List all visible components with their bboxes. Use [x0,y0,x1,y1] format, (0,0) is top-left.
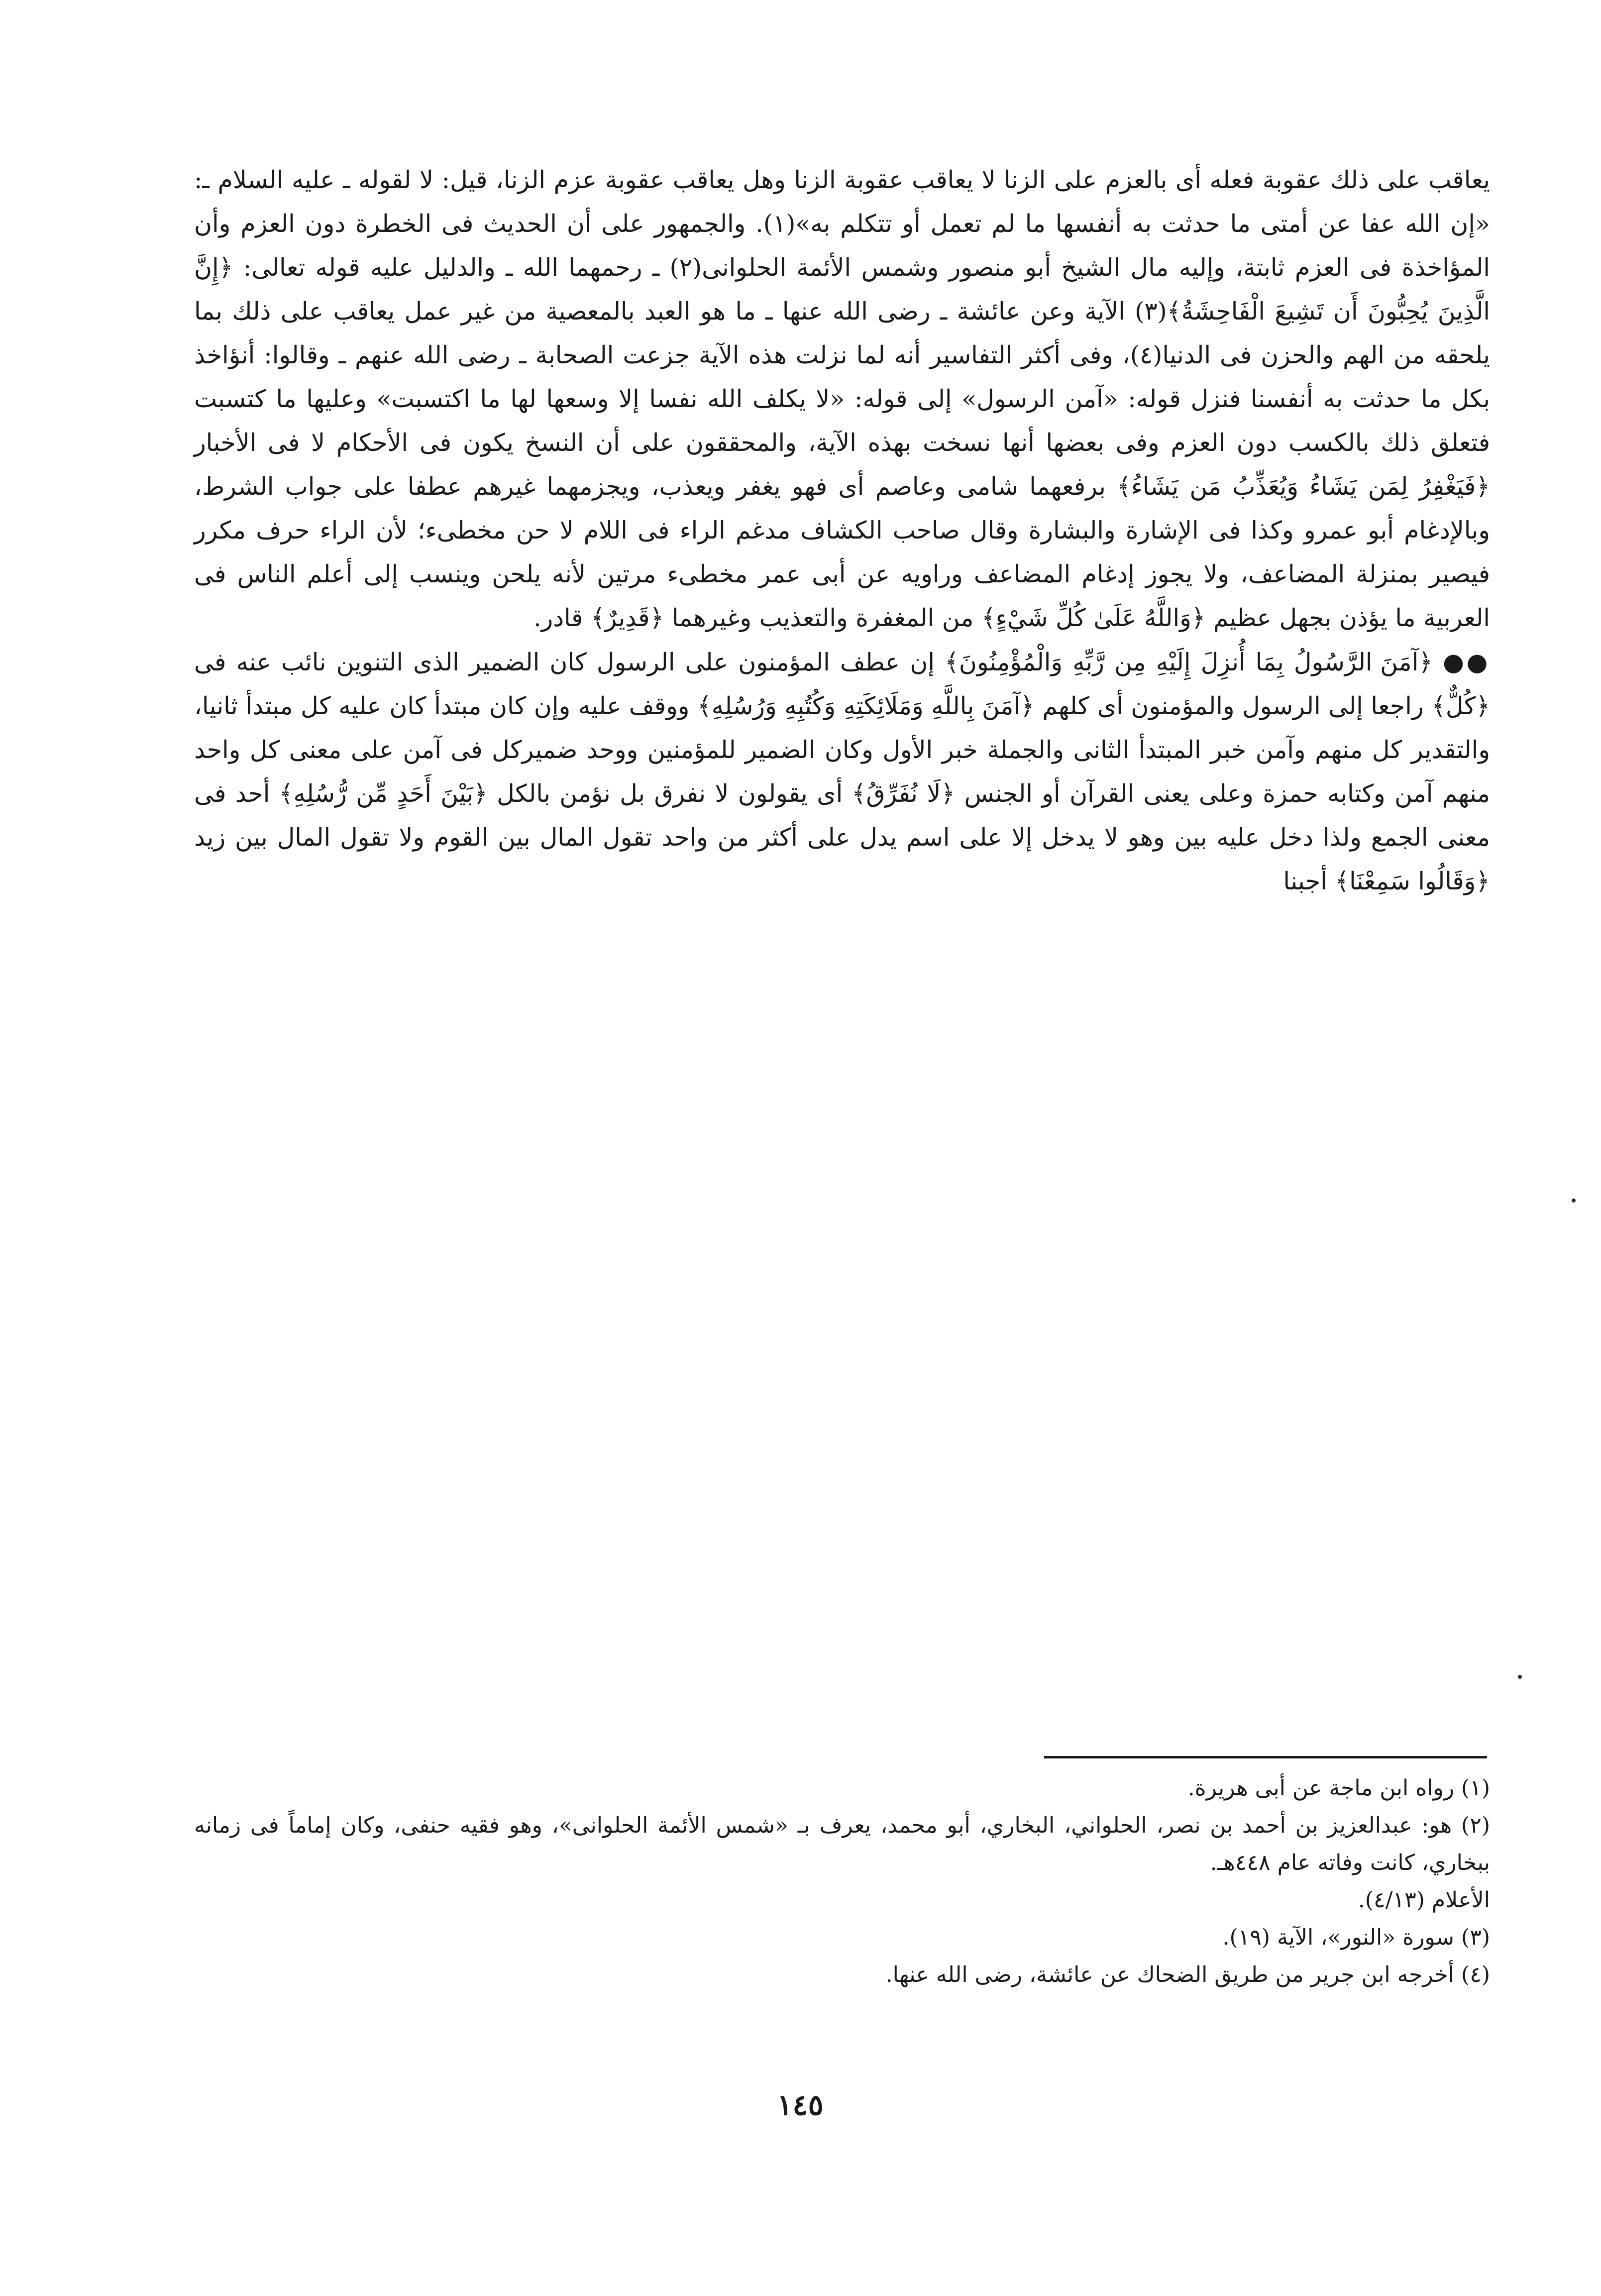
footnotes [194,1769,1490,1993]
footnote-3: (٣) سورة «النور»، الآية (١٩). [1222,1925,1490,1950]
footnote-separator [1044,1756,1487,1758]
paragraph-2-text: ﴿آمَنَ الرَّسُولُ بِمَا أُنزِلَ إِلَيْهِ مِن رَّبِّهِ وَالْمُؤْمِنُونَ﴾ إن عطف المؤمنون على الرسول كان الضمير الذى التنوين نائب عنه فى ﴿كُلٌّ﴾ راجعا إلى الرسول والمؤمنون أى كلهم ﴿آمَنَ بِاللَّهِ وَمَلَائِكَتِهِ وَكُتُبِهِ وَرُسُلِهِ﴾ ووقف عليه وإن كان مبتدأ كان عليه كل مبتدأ ثانيا، والتقدير كل منهم وآمن خبر المبتدأ الثانى والجملة خبر الأول وكان الضمير للمؤمنين ووحد ضميركل فى آمن على معنى كل واحد منهم آمن وكتابه حمزة وعلى يعنى القرآن أو الجنس ﴿لَا نُفَرِّقُ﴾ أى يقولون لا نفرق بل نؤمن بالكل ﴿بَيْنَ أَحَدٍ مِّن رُّسُلِهِ﴾ أحد فى معنى الجمع ولذا دخل عليه بين وهو لا يدخل إلا على اسم يدل على أكثر من واحد تقول المال بين القوم ولا تقول المال بين زيد ﴿وَقَالُوا سَمِعْنَا﴾ أجبنا [194,648,1490,895]
paragraph-2 [194,640,1490,903]
main-text-block [194,158,1490,903]
footnote-2: (٢) هو: عبدالعزيز بن أحمد بن نصر، الحلواني، البخاري، أبو محمد، يعرف بـ «شمس الأئمة الحلوانى»، وهو فقيه حنفى، وكان إماماً فى زمانه ببخاري، كانت وفاته عام ٤٤٨هـ. [194,1813,1490,1875]
footnote-1: (١) رواه ابن ماجة عن أبى هريرة. [1187,1775,1490,1801]
page-number: ١٤٥ [777,2088,824,2122]
margin-mark [1572,1199,1576,1203]
footnote-4: (٤) أخرجه ابن جرير من طريق الضحاك عن عائشة، رضى الله عنها. [885,1962,1490,1987]
paragraph-1: يعاقب على ذلك عقوبة فعله أى بالعزم على الزنا لا يعاقب عقوبة الزنا وهل يعاقب عقوبة عزم الزنا، قيل: لا لقوله ـ عليه السلام ـ: «إن الله عفا عن أمتى ما حدثت به أنفسها ما لم تعمل أو تتكلم به»(١). والجمهور على أن الحديث فى الخطرة دون العزم وأن المؤاخذة فى العزم ثابتة، وإليه مال الشيخ أبو منصور وشمس الأئمة الحلوانى(٢) ـ رحمهما الله ـ والدليل عليه قوله تعالى: ﴿إِنَّ الَّذِينَ يُحِبُّونَ أَن تَشِيعَ الْفَاحِشَةُ﴾(٣) الآية وعن عائشة ـ رضى الله عنها ـ ما هو العبد بالمعصية من غير عمل يعاقب على ذلك بما يلحقه من الهم والحزن فى الدنيا(٤)، وفى أكثر التفاسير أنه لما نزلت هذه الآية جزعت الصحابة ـ رضى الله عنهم ـ وقالوا: أنؤاخذ بكل ما حدثت به أنفسنا فنزل قوله: «آمن الرسول» إلى قوله: «لا يكلف الله نفسا إلا وسعها لها ما اكتسبت» وعليها ما كتسبت فتعلق ذلك بالكسب دون العزم وفى بعضها أنها نسخت بهذه الآية، والمحققون على أن النسخ يكون فى الأحكام لا فى الأخبار ﴿فَيَغْفِرُ لِمَن يَشَاءُ وَيُعَذِّبُ مَن يَشَاءُ﴾ برفعهما شامى وعاصم أى فهو يغفر ويعذب، ويجزمهما غيرهم عطفا على جواب الشرط، وبالإدغام أبو عمرو وكذا فى الإشارة والبشارة وقال صاحب الكشاف مدغم الراء فى اللام لا حن مخطىء؛ لأن الراء حرف مكرر فيصير بمنزلة المضاعف، ولا يجوز إدغام المضاعف وراويه عن أبى عمر مخطىء مرتين لأنه يلحن وينسب إلى أعلم الناس فى العربية ما يؤذن بجهل عظيم ﴿وَاللَّهُ عَلَىٰ كُلِّ شَيْءٍ﴾ من المغفرة والتعذيب وغيرهما ﴿قَدِيرٌ﴾ قادر. [194,166,1490,632]
paragraph-bullet: ●● [1443,648,1490,676]
footnote-2-reference: الأعلام (٤/١٣). [1358,1887,1490,1913]
margin-mark [1518,1675,1522,1679]
